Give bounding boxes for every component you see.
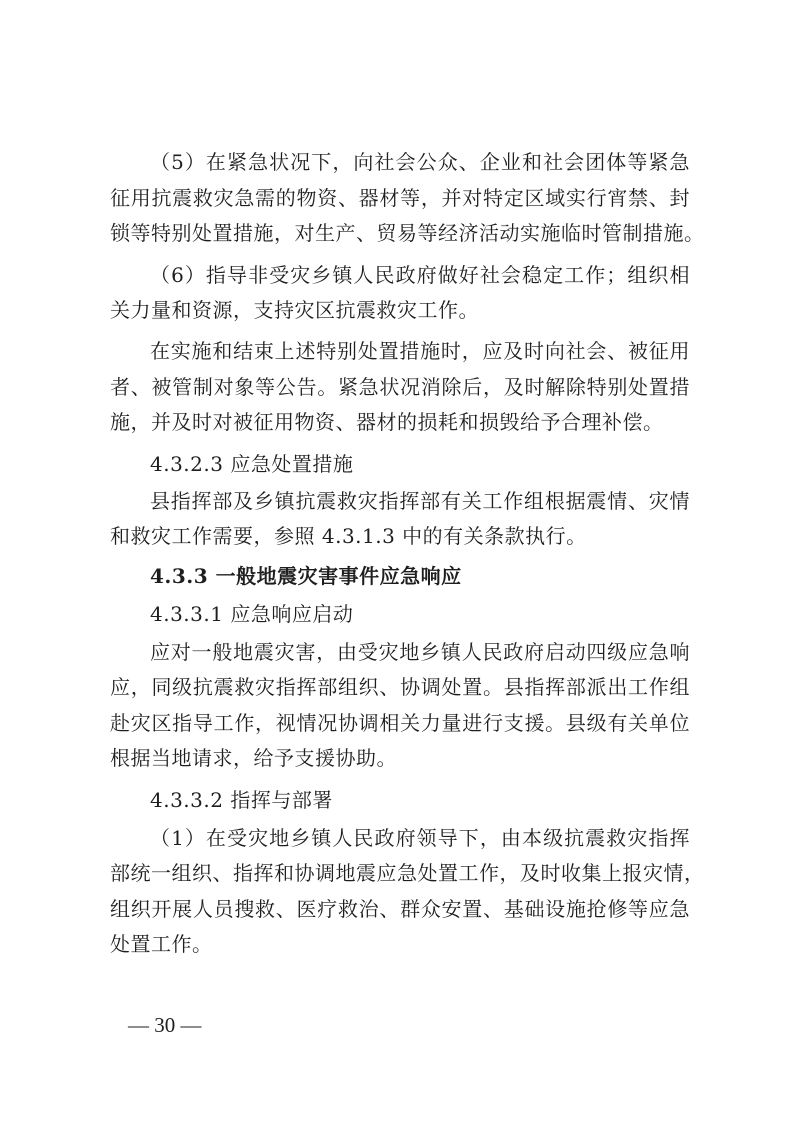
paragraph-line: 根据当地请求，给予支援协助。 <box>110 746 397 770</box>
paragraph-line: （6）指导非受灾乡镇人民政府做好社会稳定工作；组织相 <box>150 263 690 287</box>
paragraph-line: 和救灾工作需要，参照 4.3.1.3 中的有关条款执行。 <box>110 524 587 548</box>
paragraph-line: （1）在受灾地乡镇人民政府领导下，由本级抗震救灾指挥 <box>150 826 690 850</box>
section-heading: 4.3.3.1 应急响应启动 <box>150 602 354 626</box>
paragraph-line: 应，同级抗震救灾指挥部组织、协调处置。县指挥部派出工作组 <box>110 675 690 699</box>
paragraph-line: 者、被管制对象等公告。紧急状况消除后，及时解除特别处置措 <box>110 375 690 399</box>
paragraph-line: 县指挥部及乡镇抗震救灾指挥部有关工作组根据震情、灾情 <box>150 489 690 513</box>
paragraph-line: 锁等特别处置措施，对生产、贸易等经济活动实施临时管制措施。 <box>110 221 705 245</box>
paragraph-line: 赴灾区指导工作，视情况协调相关力量进行支援。县级有关单位 <box>110 711 690 735</box>
paragraph-line: （5）在紧急状况下，向社会公众、企业和社会团体等紧急 <box>150 150 690 174</box>
paragraph-line: 部统一组织、指挥和协调地震应急处置工作，及时收集上报灾情， <box>110 861 705 885</box>
section-heading: 4.3.2.3 应急处置措施 <box>150 452 354 476</box>
paragraph-line: 在实施和结束上述特别处置措施时，应及时向社会、被征用 <box>150 339 690 363</box>
page-number: — 30 — <box>128 1013 202 1037</box>
paragraph-line: 应对一般地震灾害，由受灾地乡镇人民政府启动四级应急响 <box>150 640 690 664</box>
paragraph-line: 组织开展人员搜救、医疗救治、群众安置、基础设施抢修等应急 <box>110 897 690 921</box>
section-heading: 4.3.3 一般地震灾害事件应急响应 <box>150 564 462 588</box>
paragraph-line: 处置工作。 <box>110 932 213 956</box>
paragraph-line: 关力量和资源，支持灾区抗震救灾工作。 <box>110 298 479 322</box>
paragraph-line: 施，并及时对被征用物资、器材的损耗和损毁给予合理补偿。 <box>110 410 664 434</box>
paragraph-line: 征用抗震救灾急需的物资、器材等，并对特定区域实行宵禁、封 <box>110 186 690 210</box>
section-heading: 4.3.3.2 指挥与部署 <box>150 788 333 812</box>
